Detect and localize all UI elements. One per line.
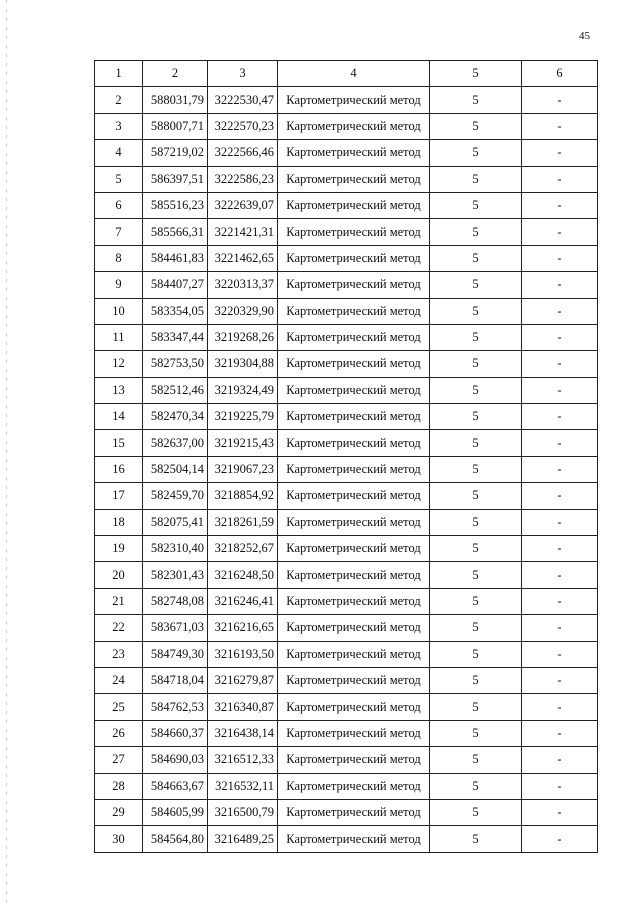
x-coordinate-cell: 585566,31 <box>143 219 208 245</box>
y-coordinate-cell: 3221462,65 <box>208 245 278 271</box>
page-number: 45 <box>579 30 590 42</box>
point-number-cell: 27 <box>95 747 143 773</box>
y-coordinate-cell: 3219324,49 <box>208 377 278 403</box>
description-cell: - <box>522 826 598 852</box>
accuracy-cell: 5 <box>430 324 522 350</box>
description-cell: - <box>522 588 598 614</box>
table-row <box>95 404 598 430</box>
y-coordinate-cell: 3222530,47 <box>208 87 278 113</box>
description-cell: - <box>522 113 598 139</box>
method-cell: Картометрический метод <box>278 456 430 482</box>
description-cell: - <box>522 747 598 773</box>
method-cell: Картометрический метод <box>278 747 430 773</box>
x-coordinate-cell: 582637,00 <box>143 430 208 456</box>
accuracy-cell: 5 <box>430 615 522 641</box>
point-number-cell: 11 <box>95 324 143 350</box>
description-cell: - <box>522 667 598 693</box>
table-row <box>95 351 598 377</box>
description-cell: - <box>522 245 598 271</box>
x-coordinate-cell: 582504,14 <box>143 456 208 482</box>
accuracy-cell: 5 <box>430 483 522 509</box>
y-coordinate-cell: 3222566,46 <box>208 140 278 166</box>
point-number-cell: 3 <box>95 113 143 139</box>
method-cell: Картометрический метод <box>278 404 430 430</box>
accuracy-cell: 5 <box>430 245 522 271</box>
method-cell: Картометрический метод <box>278 615 430 641</box>
x-coordinate-cell: 584461,83 <box>143 245 208 271</box>
table-row <box>95 430 598 456</box>
accuracy-cell: 5 <box>430 826 522 852</box>
method-cell: Картометрический метод <box>278 588 430 614</box>
accuracy-cell: 5 <box>430 588 522 614</box>
method-cell: Картометрический метод <box>278 192 430 218</box>
table-row <box>95 245 598 271</box>
y-coordinate-cell: 3216340,87 <box>208 694 278 720</box>
x-coordinate-cell: 584605,99 <box>143 799 208 825</box>
accuracy-cell: 5 <box>430 694 522 720</box>
accuracy-cell: 5 <box>430 641 522 667</box>
table-row <box>95 667 598 693</box>
table-row <box>95 562 598 588</box>
accuracy-cell: 5 <box>430 430 522 456</box>
method-cell: Картометрический метод <box>278 720 430 746</box>
x-coordinate-cell: 585516,23 <box>143 192 208 218</box>
x-coordinate-cell: 582748,08 <box>143 588 208 614</box>
x-coordinate-cell: 588007,71 <box>143 113 208 139</box>
table-row <box>95 641 598 667</box>
x-coordinate-cell: 582753,50 <box>143 351 208 377</box>
x-coordinate-cell: 584762,53 <box>143 694 208 720</box>
point-number-cell: 7 <box>95 219 143 245</box>
description-cell: - <box>522 562 598 588</box>
description-cell: - <box>522 324 598 350</box>
table-row <box>95 219 598 245</box>
point-number-cell: 26 <box>95 720 143 746</box>
method-cell: Картометрический метод <box>278 667 430 693</box>
method-cell: Картометрический метод <box>278 641 430 667</box>
y-coordinate-cell: 3216248,50 <box>208 562 278 588</box>
y-coordinate-cell: 3216500,79 <box>208 799 278 825</box>
table-row <box>95 298 598 324</box>
y-coordinate-cell: 3216216,65 <box>208 615 278 641</box>
y-coordinate-cell: 3222639,07 <box>208 192 278 218</box>
x-coordinate-cell: 582512,46 <box>143 377 208 403</box>
y-coordinate-cell: 3222586,23 <box>208 166 278 192</box>
x-coordinate-cell: 588031,79 <box>143 87 208 113</box>
table-row <box>95 140 598 166</box>
x-coordinate-cell: 584660,37 <box>143 720 208 746</box>
description-cell: - <box>522 536 598 562</box>
table-row <box>95 773 598 799</box>
accuracy-cell: 5 <box>430 192 522 218</box>
table-row <box>95 720 598 746</box>
table-row <box>95 483 598 509</box>
y-coordinate-cell: 3216279,87 <box>208 667 278 693</box>
method-cell: Картометрический метод <box>278 113 430 139</box>
description-cell: - <box>522 219 598 245</box>
accuracy-cell: 5 <box>430 140 522 166</box>
point-number-cell: 28 <box>95 773 143 799</box>
point-number-cell: 21 <box>95 588 143 614</box>
description-cell: - <box>522 430 598 456</box>
point-number-cell: 20 <box>95 562 143 588</box>
accuracy-cell: 5 <box>430 87 522 113</box>
accuracy-cell: 5 <box>430 562 522 588</box>
description-cell: - <box>522 272 598 298</box>
table-row <box>95 324 598 350</box>
accuracy-cell: 5 <box>430 773 522 799</box>
point-number-cell: 18 <box>95 509 143 535</box>
method-cell: Картометрический метод <box>278 430 430 456</box>
y-coordinate-cell: 3222570,23 <box>208 113 278 139</box>
table-body <box>95 87 598 852</box>
header-col-5: 5 <box>430 61 522 87</box>
point-number-cell: 19 <box>95 536 143 562</box>
accuracy-cell: 5 <box>430 113 522 139</box>
method-cell: Картометрический метод <box>278 773 430 799</box>
accuracy-cell: 5 <box>430 747 522 773</box>
accuracy-cell: 5 <box>430 667 522 693</box>
point-number-cell: 24 <box>95 667 143 693</box>
point-number-cell: 2 <box>95 87 143 113</box>
description-cell: - <box>522 694 598 720</box>
method-cell: Картометрический метод <box>278 509 430 535</box>
description-cell: - <box>522 799 598 825</box>
y-coordinate-cell: 3220313,37 <box>208 272 278 298</box>
y-coordinate-cell: 3218854,92 <box>208 483 278 509</box>
point-number-cell: 22 <box>95 615 143 641</box>
point-number-cell: 16 <box>95 456 143 482</box>
x-coordinate-cell: 584718,04 <box>143 667 208 693</box>
x-coordinate-cell: 584564,80 <box>143 826 208 852</box>
table-row <box>95 509 598 535</box>
header-col-6: 6 <box>522 61 598 87</box>
accuracy-cell: 5 <box>430 219 522 245</box>
point-number-cell: 10 <box>95 298 143 324</box>
y-coordinate-cell: 3216438,14 <box>208 720 278 746</box>
method-cell: Картометрический метод <box>278 694 430 720</box>
y-coordinate-cell: 3216193,50 <box>208 641 278 667</box>
method-cell: Картометрический метод <box>278 245 430 271</box>
method-cell: Картометрический метод <box>278 140 430 166</box>
method-cell: Картометрический метод <box>278 272 430 298</box>
y-coordinate-cell: 3219067,23 <box>208 456 278 482</box>
method-cell: Картометрический метод <box>278 377 430 403</box>
point-number-cell: 9 <box>95 272 143 298</box>
x-coordinate-cell: 582310,40 <box>143 536 208 562</box>
table-row <box>95 694 598 720</box>
accuracy-cell: 5 <box>430 799 522 825</box>
accuracy-cell: 5 <box>430 272 522 298</box>
description-cell: - <box>522 509 598 535</box>
table-row <box>95 456 598 482</box>
point-number-cell: 23 <box>95 641 143 667</box>
method-cell: Картометрический метод <box>278 562 430 588</box>
x-coordinate-cell: 582301,43 <box>143 562 208 588</box>
table-row <box>95 113 598 139</box>
x-coordinate-cell: 583347,44 <box>143 324 208 350</box>
method-cell: Картометрический метод <box>278 536 430 562</box>
y-coordinate-cell: 3216489,25 <box>208 826 278 852</box>
y-coordinate-cell: 3218261,59 <box>208 509 278 535</box>
table-row <box>95 536 598 562</box>
x-coordinate-cell: 583671,03 <box>143 615 208 641</box>
point-number-cell: 5 <box>95 166 143 192</box>
y-coordinate-cell: 3219215,43 <box>208 430 278 456</box>
accuracy-cell: 5 <box>430 456 522 482</box>
description-cell: - <box>522 483 598 509</box>
point-number-cell: 13 <box>95 377 143 403</box>
description-cell: - <box>522 404 598 430</box>
table-header-row <box>95 61 598 87</box>
method-cell: Картометрический метод <box>278 351 430 377</box>
x-coordinate-cell: 582470,34 <box>143 404 208 430</box>
description-cell: - <box>522 351 598 377</box>
accuracy-cell: 5 <box>430 720 522 746</box>
x-coordinate-cell: 584690,03 <box>143 747 208 773</box>
point-number-cell: 4 <box>95 140 143 166</box>
x-coordinate-cell: 584749,30 <box>143 641 208 667</box>
table-row <box>95 826 598 852</box>
point-number-cell: 8 <box>95 245 143 271</box>
table-row <box>95 747 598 773</box>
table-row <box>95 87 598 113</box>
point-number-cell: 6 <box>95 192 143 218</box>
method-cell: Картометрический метод <box>278 483 430 509</box>
description-cell: - <box>522 456 598 482</box>
x-coordinate-cell: 583354,05 <box>143 298 208 324</box>
method-cell: Картометрический метод <box>278 298 430 324</box>
x-coordinate-cell: 586397,51 <box>143 166 208 192</box>
table-row <box>95 192 598 218</box>
header-col-2: 2 <box>143 61 208 87</box>
point-number-cell: 14 <box>95 404 143 430</box>
point-number-cell: 12 <box>95 351 143 377</box>
header-col-1: 1 <box>95 61 143 87</box>
y-coordinate-cell: 3216512,33 <box>208 747 278 773</box>
description-cell: - <box>522 192 598 218</box>
description-cell: - <box>522 773 598 799</box>
table-row <box>95 272 598 298</box>
description-cell: - <box>522 615 598 641</box>
scan-edge-line <box>6 0 7 905</box>
x-coordinate-cell: 584407,27 <box>143 272 208 298</box>
accuracy-cell: 5 <box>430 351 522 377</box>
description-cell: - <box>522 87 598 113</box>
y-coordinate-cell: 3216532,11 <box>208 773 278 799</box>
point-number-cell: 15 <box>95 430 143 456</box>
table-row <box>95 799 598 825</box>
y-coordinate-cell: 3221421,31 <box>208 219 278 245</box>
point-number-cell: 30 <box>95 826 143 852</box>
point-number-cell: 17 <box>95 483 143 509</box>
accuracy-cell: 5 <box>430 377 522 403</box>
y-coordinate-cell: 3216246,41 <box>208 588 278 614</box>
description-cell: - <box>522 166 598 192</box>
x-coordinate-cell: 587219,02 <box>143 140 208 166</box>
y-coordinate-cell: 3220329,90 <box>208 298 278 324</box>
description-cell: - <box>522 140 598 166</box>
y-coordinate-cell: 3219225,79 <box>208 404 278 430</box>
method-cell: Картометрический метод <box>278 324 430 350</box>
table-row <box>95 615 598 641</box>
point-number-cell: 25 <box>95 694 143 720</box>
description-cell: - <box>522 377 598 403</box>
x-coordinate-cell: 582459,70 <box>143 483 208 509</box>
accuracy-cell: 5 <box>430 298 522 324</box>
x-coordinate-cell: 582075,41 <box>143 509 208 535</box>
y-coordinate-cell: 3218252,67 <box>208 536 278 562</box>
accuracy-cell: 5 <box>430 509 522 535</box>
description-cell: - <box>522 720 598 746</box>
method-cell: Картометрический метод <box>278 166 430 192</box>
method-cell: Картометрический метод <box>278 87 430 113</box>
header-col-3: 3 <box>208 61 278 87</box>
method-cell: Картометрический метод <box>278 799 430 825</box>
y-coordinate-cell: 3219268,26 <box>208 324 278 350</box>
description-cell: - <box>522 298 598 324</box>
table-row <box>95 377 598 403</box>
accuracy-cell: 5 <box>430 536 522 562</box>
table-row <box>95 166 598 192</box>
point-number-cell: 29 <box>95 799 143 825</box>
coordinates-table <box>94 60 598 853</box>
header-col-4: 4 <box>278 61 430 87</box>
x-coordinate-cell: 584663,67 <box>143 773 208 799</box>
accuracy-cell: 5 <box>430 166 522 192</box>
method-cell: Картометрический метод <box>278 826 430 852</box>
y-coordinate-cell: 3219304,88 <box>208 351 278 377</box>
accuracy-cell: 5 <box>430 404 522 430</box>
method-cell: Картометрический метод <box>278 219 430 245</box>
description-cell: - <box>522 641 598 667</box>
table-row <box>95 588 598 614</box>
